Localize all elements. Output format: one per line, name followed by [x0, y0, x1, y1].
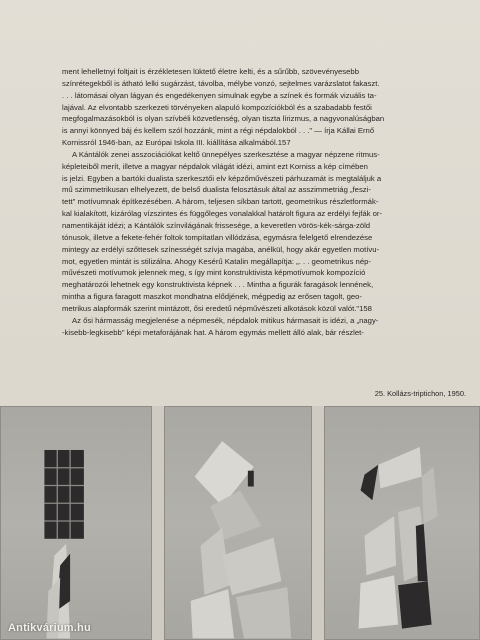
text-line: namentikáját idézi; a Kántálók színvilágának frissesége, a keveretlen vörös-kék-sárga-zöld	[62, 220, 371, 230]
collage-right-shapes	[325, 407, 479, 639]
text-line: is jelzi. Egyben a bartóki dualista szerkesztői elv képzőművészeti párhuzamát is megtaláljuk a	[62, 173, 382, 183]
right-strip-shape	[422, 467, 438, 524]
text-line: mű szimmetrikusan elhelyezett, de belső dualista felosztásuk által az asszimmetriág „feszi-	[62, 185, 371, 195]
mid-left-shape	[364, 516, 396, 575]
text-line: mintha a figura faragott maszkot mondhatna elődjének, mégpedig az erősen tagolt, geo-	[62, 292, 362, 302]
text-line: művészeti motívumok jelennek meg, s így mint konstruktivista képmotívumok kompozíció	[62, 268, 366, 278]
watermark-text: Antikvárium.hu	[8, 622, 91, 634]
mid-quad-shape	[222, 538, 281, 595]
text-line: mot, egyetlen mintát is stilizálna. Ahogy Kesérű Katalin megállapítja: „. . . geometrikus nép-	[62, 256, 371, 266]
figure-caption: 25. Kollázs-triptichon, 1950.	[374, 389, 466, 398]
light-top-shape	[378, 447, 421, 488]
text-line: tónusok, illetve a fekete-fehér foltok tompítatlan villódzása, egymásra felelgető elrendezése	[62, 232, 373, 242]
text-line: mintegy az erdélyi szőttesek színességét szívja magába, anélkül, hogy akár egyetlen motívu-	[62, 244, 380, 254]
base-left-shape	[191, 589, 234, 638]
text-line: -kisebb-legkisebb" képi metaforájának hat. A három egymás mellett álló alak, bár részlet-	[62, 327, 364, 337]
text-line: ment lehelletnyi foltjait is érzékletesen lüktető életre kelti, és a sűrűbb, szövevényesebb	[62, 67, 359, 76]
text-line: tett" motívumnak építkezésében. A három, teljesen síkban tartott, geometrikus részletformák-	[62, 197, 379, 207]
text-line: A Kántálók zenei asszociációkat keltő ünnepélyes szerkesztése a magyar népzene ritmus-	[72, 149, 380, 159]
dark-bar-shape	[248, 471, 254, 487]
dark-window-shape	[44, 450, 83, 539]
base-dark-shape	[398, 581, 432, 628]
dark-sliver-shape	[416, 524, 428, 581]
text-line: színrétegekből is átható lelki sugárzást, távolba, mélybe vonzó, sejtelmes varázslatot fakaszt.	[62, 78, 380, 88]
text-line: Kornissról 1946-ban, az Európai Iskola III. kiállítása alkalmából.157	[62, 138, 291, 148]
text-line: . . . látomásai olyan lágyan és engedékenyen simulnak egybe a színek és formák vizuális ta-	[62, 90, 377, 100]
base-light-shape	[359, 575, 398, 628]
text-line: is annyi könnyed báj és kellem szól hozzánk, mint a régi népdalokból . . ." — írja Kállai Ernő	[62, 126, 375, 136]
text-line: képleteiből merít, illetve a magyar népdalok világát idézi, amint ezt Korniss a kép címében	[62, 161, 368, 171]
triptych-panel-middle	[164, 406, 312, 640]
text-line: meghatározói lehetnek egy konstruktivista képnek . . . Mintha a figurák faragások lennének,	[62, 280, 374, 290]
text-line: metrikus alapformák szerint mintázott, ősi eredetű népművészeti alkotások közül valót."158	[62, 303, 372, 313]
text-line: megfogalmazásokból is olyan szívbéli közvetlenség, olyan tiszta lírizmus, a nagyvonalúságban	[62, 114, 385, 124]
collage-middle-shapes	[165, 407, 311, 639]
collage-left-shapes	[1, 407, 151, 639]
triptych-panel-right	[324, 406, 480, 640]
light-kite-shape	[195, 441, 254, 506]
triptych-figure	[0, 406, 480, 640]
base-right-shape	[236, 587, 291, 638]
text-line: kal kialakított, kizárólag vízszintes és függőleges vonalakkal határolt figura az erdélyi fejfák or-	[62, 209, 383, 219]
body-text	[62, 66, 470, 338]
triptych-panel-left	[0, 406, 152, 640]
dark-wedge-left	[361, 465, 379, 501]
text-line: lajával. Az elvontabb szerkezeti törvényeken alapuló kompozíciókból és a szabadabb festői	[62, 102, 372, 112]
text-line: Az ősi hármasság megjelenése a népmesék, népdalok mitikus hármasait is idézi, a „nagy-	[72, 315, 379, 325]
